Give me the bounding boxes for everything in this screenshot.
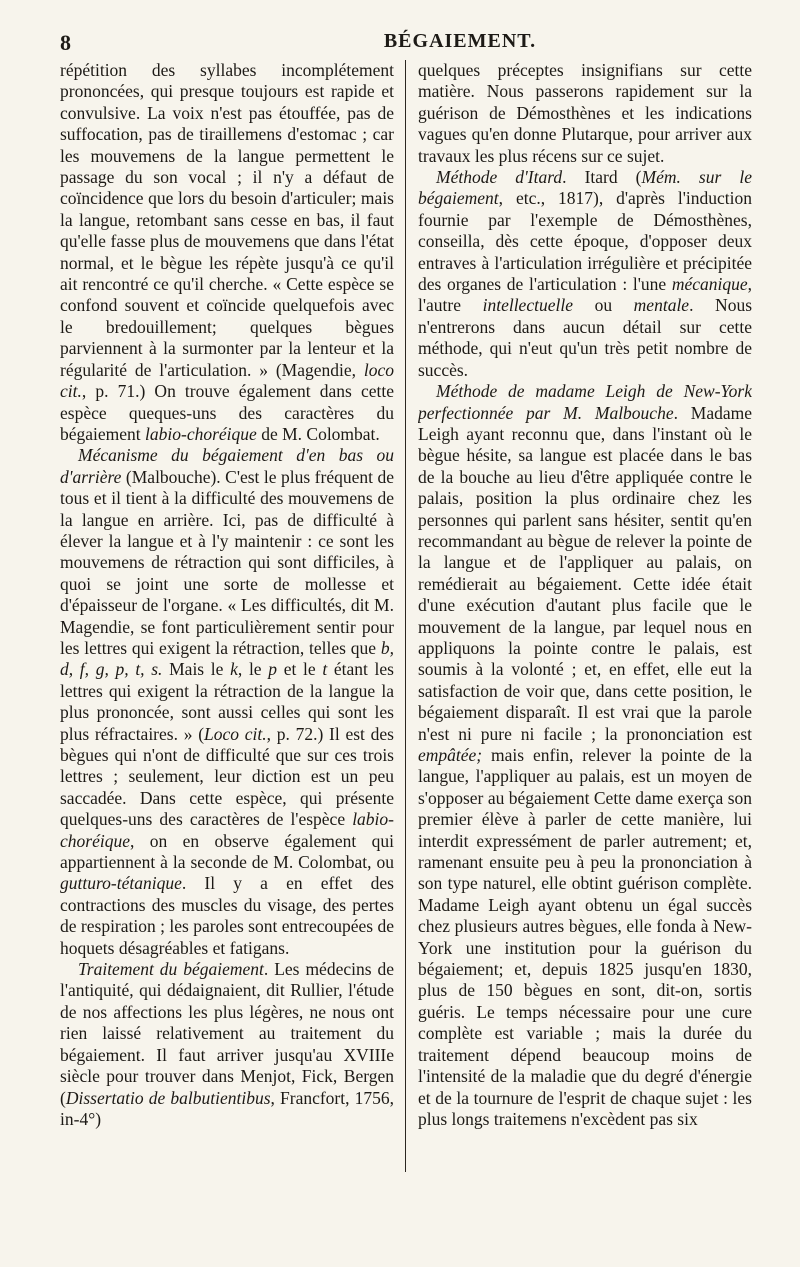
page-header xyxy=(60,24,760,58)
italic-text: labio-choréique xyxy=(145,423,257,444)
italic-text: Traitement du bégaiement xyxy=(78,959,264,980)
text-run: , Francfort, 1756, in-4°) xyxy=(60,1087,394,1129)
text-run: (Malbouche). C'est le plus fréquent de tous et il tient à la difficulté des mouvemens de la langue en arrière. Ici, pas de difficulté à élever la langue et à l'y maintenir : ce sont les mouvemens de rétraction qui sont difficiles, à quoi se joint une sorte de mollesse et d'épaisseur de l'organe. « Les difficultés, dit M. Magendie, se font particulièrement sentir pour les lettres qui exigent la rétraction, telles que xyxy=(60,466,394,658)
text-run: et le xyxy=(277,659,323,680)
italic-text: empâtée; xyxy=(418,745,483,765)
text-run: de M. Colombat. xyxy=(256,423,380,444)
italic-text: Mém. sur le bégaiement xyxy=(418,167,752,209)
text-run: . Madame Leigh ayant reconnu que, dans l'instant où le bègue hésite, sa langue est placée dans le bas de la bouche au lieu d'être appliquée contre le palais, position la plus ordinaire chez les personnes qui parlent sans hésiter, sentit qu'en recommandant au bègue de relever la pointe de la langue et de l'appliquer au palais, on remédierait au bégaiement. Cette idée était d'une exécution d'autant plus facile que le mouvement de la langue, par lequel nous en appliquons la pointe contre le palais, est soumis à la volonté ; et, en effet, elle eut la satisfaction de voir que, dans cette position, le bégaiement disparaît. Il est vrai que la parole n'est ni pure ni facile ; la prononciation est xyxy=(418,402,752,744)
italic-text: gutturo-tétanique xyxy=(60,873,182,894)
text-run: étant les lettres qui exigent la rétraction de la langue la plus prononcée, sont aussi celles qui sont les plus réfractaires. » ( xyxy=(60,659,394,744)
italic-text: mentale xyxy=(633,295,690,316)
text-run: , p. 72.) Il est des bègues qui n'ont de difficulté que sur ces trois lettres ; seulement, leur diction est un peu saccadée. Dans cette espèce, qui présente quelques-uns des caractères de l'espèce xyxy=(60,723,394,830)
paragraph xyxy=(418,60,752,167)
paragraph xyxy=(60,60,394,445)
text-run: ou xyxy=(572,295,634,316)
text-run: Mais le xyxy=(162,659,231,680)
italic-text: mécanique xyxy=(671,274,748,295)
right-column xyxy=(418,60,752,1172)
text-run: , p. 71.) On trouve également dans cette espèce queques-uns des caractères du bégaiement xyxy=(60,381,394,444)
left-column xyxy=(60,60,394,1172)
italic-text: Loco cit. xyxy=(204,723,267,744)
text-run: mais enfin, relever la pointe de la langue, l'appliquer au palais, est un moyen de s'opposer au bégaiement Cette dame exerça son premier élève à parler de cette manière, lui interdit expressément de parler autrement; et, ramenant ensuite peu à peu la prononciation à son type naturel, elle obtint guérison complète. Madame Leigh ayant obtenu un égal succès chez plusieurs autres bègues, elle fonda à New-York une institution pour la guérison du bégaiement; et, depuis 1825 jusqu'en 1830, plus de 150 bègues en sont, dit-on, sortis guéris. Le temps nécessaire pour une cure complète est variable ; mais la durée du traitement dépend beaucoup moins de l'intensité de la maladie que du degré d'énergie et de la tournure de l'esprit de chaque sujet : les plus longs traitemens n'excèdent pas six xyxy=(418,745,752,1129)
text-run: quelques préceptes insignifians sur cette matière. Nous passerons rapidement sur la guérison de Démosthènes et les indications vagues qu'en donne Plutarque, pour arriver aux travaux les plus récens sur ce sujet. xyxy=(418,60,752,166)
page-number: 8 xyxy=(60,30,71,55)
paragraph xyxy=(60,445,394,959)
text-run: . Il y a en effet des contractions des muscles du visage, des pertes de respiration ; les paroles sont entrecoupées de hoquets désagréables et fatigans. xyxy=(60,873,394,958)
italic-text: b, d, f, g, p, t, s. xyxy=(60,637,394,680)
italic-text: Mécanisme du bégaiement d'en bas ou d'arrière xyxy=(60,445,394,487)
text-run: répétition des syllabes incomplétement prononcées, qui presque toujours est rapide et convulsive. La voix n'est pas étouffée, pas de suffocation, pas de tiraillemens d'estomac ; car les mouvemens de la langue permettent le passage du son vocal ; il n'y a défaut de coïncidence que lors du besoin d'articuler; mais la langue, retombant sans cesse en bas, il faut qu'elle fasse plus de mouvemens que dans l'état normal, et le bègue les répète jusqu'à ce qu'il ait rencontré ce qu'il cherche. « Cette espèce se confond souvent et coïncide quelquefois avec le bredouillement; quelques bègues parviennent à la surmonter par la lenteur et la régularité de l'articulation. » (Magendie, xyxy=(60,60,394,380)
column-divider xyxy=(405,60,406,1172)
paragraph xyxy=(418,167,752,381)
italic-text: Méthode d'Itard xyxy=(436,167,563,188)
text-run: . Itard ( xyxy=(562,167,642,188)
text-run: , le xyxy=(237,659,269,680)
running-head: BÉGAIEMENT. xyxy=(383,30,537,52)
text-run: , on en observe également qui appartiennent à la seconde de M. Colombat, ou xyxy=(60,830,394,873)
italic-text: intellectuelle xyxy=(482,295,573,316)
paragraph xyxy=(418,381,752,1130)
italic-text: t xyxy=(322,659,328,680)
italic-text: loco cit. xyxy=(60,359,394,402)
text-run: , l'autre xyxy=(418,274,752,316)
text-run: . Nous n'entrerons dans aucun détail sur cette méthode, qui n'eut qu'un très petit nombre de succès. xyxy=(418,295,752,380)
text-run: . Les médecins de l'antiquité, qui dédaignaient, dit Rullier, l'étude de nos affections les plus légères, ne nous ont rien laissé relativement au traitement du bégaiement. Il faut arriver jusqu'au XVIIIe siècle pour trouver dans Menjot, Fick, Bergen ( xyxy=(60,959,394,1108)
italic-text: Méthode de madame Leigh de New-York perfectionnée par M. Malbouche xyxy=(418,381,752,423)
italic-text: p xyxy=(268,659,278,680)
italic-text: k xyxy=(230,659,238,680)
paragraph xyxy=(60,959,394,1130)
italic-text: labio-choréique xyxy=(60,809,394,851)
text-run: , etc., 1817), d'après l'induction fournie par l'exemple de Démosthènes, conseilla, dès cette époque, d'opposer deux entraves à l'articulation irrégulière et précipitée des organes de l'articulation : l'une xyxy=(418,188,752,295)
italic-text: Dissertatio de balbutientibus xyxy=(65,1087,271,1108)
